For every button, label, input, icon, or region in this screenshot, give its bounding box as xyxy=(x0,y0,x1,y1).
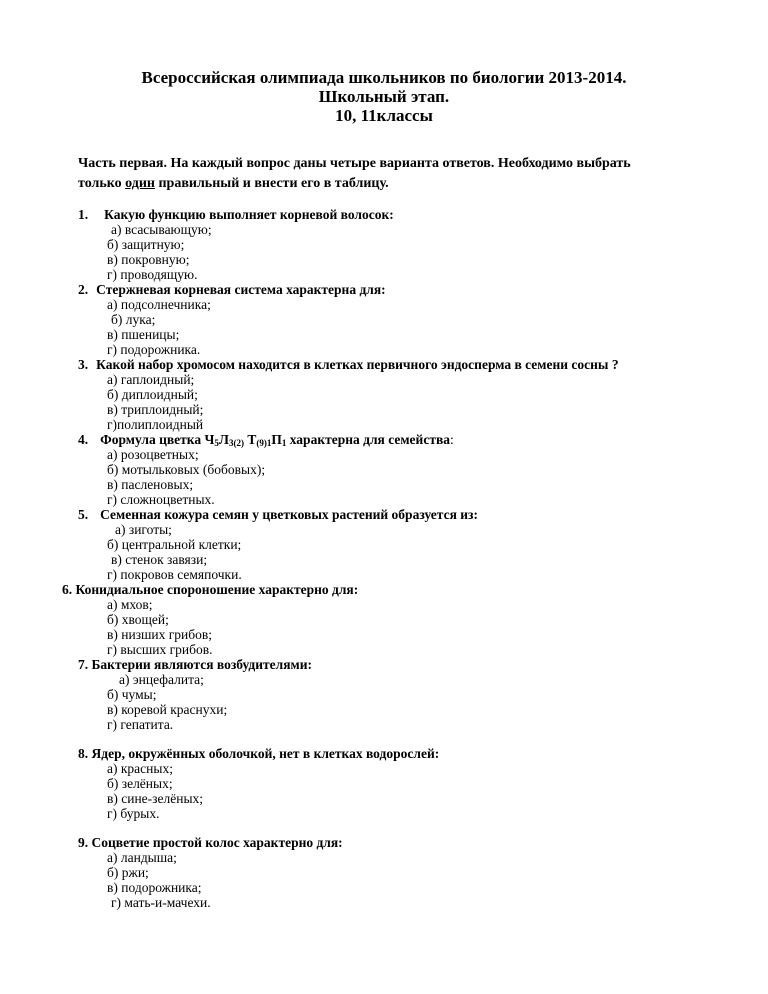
question-2 xyxy=(78,282,386,298)
answer-5a: а) зиготы; xyxy=(115,522,172,537)
answer-9c: в) подорожника; xyxy=(107,880,202,895)
title-line-1: Всероссийская олимпиада школьников по биологии 2013-2014. xyxy=(141,68,627,87)
intro-underlined-word: один xyxy=(125,176,155,191)
answer-4d: г) сложноцветных. xyxy=(107,492,215,507)
question-3 xyxy=(78,357,619,373)
answer-3d: г)полиплоидный xyxy=(107,417,204,432)
question-colon: : xyxy=(450,432,454,447)
answer-9d: г) мать-и-мачехи. xyxy=(111,895,211,910)
answer-8c: в) сине-зелёных; xyxy=(107,791,204,806)
answer-1a: а) всасывающую; xyxy=(111,222,212,237)
answer-2a: а) подсолнечника; xyxy=(107,297,211,312)
answer-8a: а) красных; xyxy=(107,761,173,776)
question-number: 7. xyxy=(78,657,89,672)
answer-4a: а) розоцветных; xyxy=(107,447,199,462)
answer-5b: б) центральной клетки; xyxy=(107,537,242,552)
question-text: Стержневая корневая система характерна для: xyxy=(96,282,386,297)
question-text: Какой набор хромосом находится в клетках первичного эндосперма в семени сосны ? xyxy=(96,357,619,372)
formula-sub-2: 3(2) xyxy=(228,438,244,448)
answer-7d: г) гепатита. xyxy=(107,717,174,732)
question-text: Ядер, окружённых оболочкой, нет в клетках водорослей: xyxy=(91,746,440,761)
question-1 xyxy=(78,207,394,223)
answer-8b: б) зелёных; xyxy=(107,776,173,791)
answer-8d: г) бурых. xyxy=(107,806,160,821)
answer-7c: в) коревой краснухи; xyxy=(107,702,228,717)
formula-sub-4: 1 xyxy=(281,438,287,448)
question-5 xyxy=(78,507,478,523)
question-number: 9. xyxy=(78,835,89,850)
title-line-3: 10, 11классы xyxy=(335,106,433,125)
answer-9b: б) ржи; xyxy=(107,865,149,880)
answer-2d: г) подорожника. xyxy=(107,342,201,357)
question-number: 8. xyxy=(78,746,89,761)
answer-6c: в) низших грибов; xyxy=(107,627,213,642)
formula-sub-3: (9)1 xyxy=(256,438,272,448)
question-4 xyxy=(78,432,454,448)
answer-1b: б) защитную; xyxy=(107,237,185,252)
answer-6d: г) высших грибов. xyxy=(107,642,213,657)
question-text-e: характерна для семейства xyxy=(286,432,450,447)
answer-6b: б) хвощей; xyxy=(107,612,169,627)
answer-7b: б) чумы; xyxy=(107,687,157,702)
intro-text-a: только xyxy=(78,176,126,191)
question-number: 2. xyxy=(78,282,89,297)
question-text: Семенная кожура семян у цветковых растений образуется из: xyxy=(100,507,478,522)
question-9 xyxy=(78,835,343,851)
answer-6a: а) мхов; xyxy=(107,597,153,612)
answer-4b: б) мотыльковых (бобовых); xyxy=(107,462,266,477)
answer-5c: в) стенок завязи; xyxy=(111,552,208,567)
intro-line-2 xyxy=(78,174,389,193)
question-7 xyxy=(78,657,312,673)
question-text: Бактерии являются возбудителями: xyxy=(91,657,313,672)
answer-1d: г) проводящую. xyxy=(107,267,198,282)
question-8 xyxy=(78,746,439,762)
question-text: Какую функцию выполняет корневой волосок: xyxy=(104,207,394,222)
answer-2b: б) лука; xyxy=(111,312,156,327)
formula-sub-1: 5 xyxy=(214,438,219,448)
question-text: Соцветие простой колос характерно для: xyxy=(91,835,343,850)
question-number: 3. xyxy=(78,357,89,372)
intro-text-b: правильный и внести его в таблицу. xyxy=(154,176,389,191)
question-6 xyxy=(62,582,358,598)
answer-2c: в) пшеницы; xyxy=(107,327,180,342)
question-text-a: Формула цветка Ч xyxy=(100,432,215,447)
answer-4c: в) пасленовых; xyxy=(107,477,194,492)
answer-3c: в) триплоидный; xyxy=(107,402,204,417)
answer-3b: б) диплоидный; xyxy=(107,387,198,402)
title-line-2: Школьный этап. xyxy=(318,87,450,106)
question-number: 4. xyxy=(78,432,89,447)
question-text-c: Т xyxy=(243,432,257,447)
question-text-b: Л xyxy=(218,432,229,447)
answer-1c: в) покровную; xyxy=(107,252,190,267)
answer-9a: а) ландыша; xyxy=(107,850,177,865)
answer-7a: а) энцефалита; xyxy=(119,672,204,687)
answer-5d: г) покровов семяпочки. xyxy=(107,567,242,582)
question-text: Конидиальное спороношение характерно для: xyxy=(75,582,359,597)
intro-line-1: Часть первая. На каждый вопрос даны четыре варианта ответов. Необходимо выбрать xyxy=(78,156,631,171)
question-number: 6. xyxy=(62,582,73,597)
question-text-d: П xyxy=(271,432,282,447)
question-number: 5. xyxy=(78,507,89,522)
answer-3a: а) гаплоидный; xyxy=(107,372,195,387)
question-number: 1. xyxy=(78,207,89,222)
